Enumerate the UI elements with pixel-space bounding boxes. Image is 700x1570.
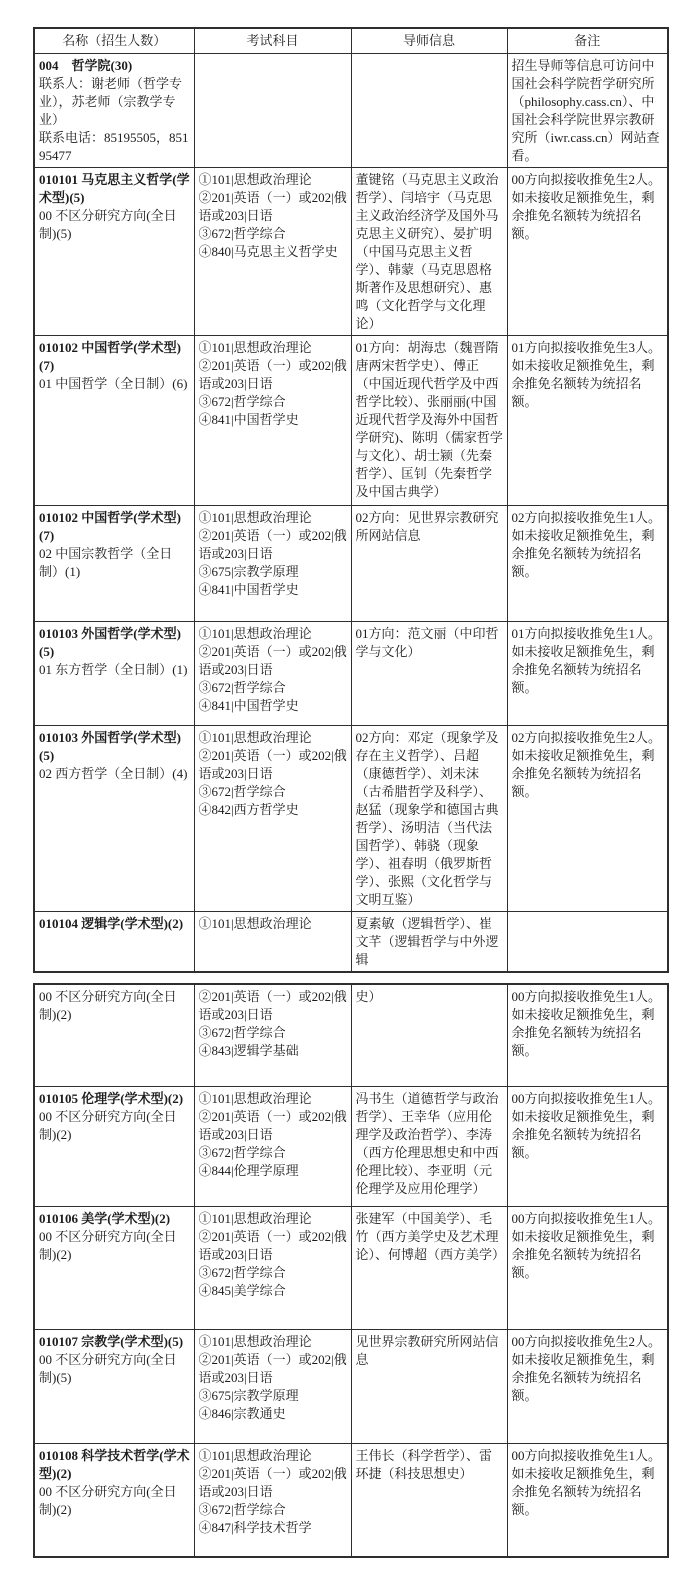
exam-subjects-cell bbox=[194, 53, 351, 167]
program-direction-lines: 00 不区分研究方向(全日制)(5) bbox=[39, 207, 177, 241]
notes-cell: 01方向拟接收推免生3人。如未接收足额推免生，剩余推免名额转为统招名额。 bbox=[507, 335, 668, 505]
column-header-remarks: 备注 bbox=[507, 28, 668, 53]
advisor-info-cell: 02方向：邓定（现象学及存在主义哲学）、吕超（康德哲学）、刘未沫（古希腊哲学及科学）、赵猛（现象学和德国古典哲学）、汤明洁（当代法国哲学）、韩骁（现象学）、祖春明（俄罗斯哲学）、张熙（文化哲学与文明互鉴） bbox=[351, 725, 507, 911]
column-header-advisor-info: 导师信息 bbox=[351, 28, 507, 53]
advisor-info-cell: 01方向：胡海忠（魏晋隋唐两宋哲学史）、傅正（中国近现代哲学及中西哲学比较）、张丽丽(中国近现代哲学及海外中国哲学研究)、陈明（儒家哲学与文化）、胡士颍（先秦哲学）、匡钊（先秦哲学及中国古典学） bbox=[351, 335, 507, 505]
subject-list: ①101|思想政治理论 ②201|英语（一）或202|俄语或203|日语 ③675|宗教学原理 ④846|宗教通史 bbox=[198, 1334, 347, 1421]
table-row bbox=[34, 1087, 668, 1207]
notes-cell: 00方向拟接收推免生2人。如未接收足额推免生，剩余推免名额转为统招名额。 bbox=[507, 1330, 668, 1444]
subject-list: ②201|英语（一）或202|俄语或203|日语 ③672|哲学综合 ④843|逻辑学基础 bbox=[198, 988, 347, 1058]
notes-cell: 00方向拟接收推免生2人。如未接收足额推免生，剩余推免名额转为统招名额。 bbox=[507, 167, 668, 335]
table-row bbox=[34, 505, 668, 621]
document-page bbox=[0, 27, 700, 1570]
advisor-info-cell: 冯书生（道德哲学与政治哲学）、王幸华（应用伦理学及政治哲学）、李涛（西方伦理思想史和中西伦理比较）、李亚明（元伦理学及应用伦理学） bbox=[351, 1087, 507, 1207]
exam-subjects-cell bbox=[194, 1444, 351, 1557]
program-direction-lines: 00 不区分研究方向(全日制)(2) bbox=[39, 988, 177, 1022]
program-name-cell bbox=[34, 1087, 194, 1207]
exam-subjects-cell bbox=[194, 911, 351, 972]
exam-subjects-cell bbox=[194, 1087, 351, 1207]
subject-list: ①101|思想政治理论 ②201|英语（一）或202|俄语或203|日语 ③675|宗教学原理 ④841|中国哲学史 bbox=[198, 509, 347, 597]
advisor-info-cell: 02方向：见世界宗教研究所网站信息 bbox=[351, 505, 507, 621]
program-direction-lines: 00 不区分研究方向(全日制)(2) bbox=[39, 1484, 177, 1517]
exam-subjects-cell bbox=[194, 621, 351, 725]
subject-list: ①101|思想政治理论 ②201|英语（一）或202|俄语或203|日语 ③672|哲学综合 ④840|马克思主义哲学史 bbox=[198, 171, 347, 259]
program-name-cell bbox=[34, 1330, 194, 1444]
program-direction-lines: 02 西方哲学（全日制）(4) bbox=[39, 765, 188, 781]
advisor-info-cell: 01方向：范文丽（中印哲学与文化） bbox=[351, 621, 507, 725]
program-name-cell bbox=[34, 1207, 194, 1330]
column-header-exam-subjects: 考试科目 bbox=[194, 28, 351, 53]
program-title: 010101 马克思主义哲学(学术型)(5) bbox=[39, 171, 190, 205]
table-row bbox=[34, 1444, 668, 1557]
program-direction-lines: 00 不区分研究方向(全日制)(2) bbox=[39, 1229, 177, 1262]
advisor-info-cell: 董键铭（马克思主义政治哲学）、闫培宇（马克思主义政治经济学及国外马克思主义研究）、晏扩明（中国马克思主义哲学）、韩蒙（马克思恩格斯著作及思想研究）、惠鸣（文化哲学与文化理论） bbox=[351, 167, 507, 335]
program-title: 010103 外国哲学(学术型)(5) bbox=[39, 625, 181, 659]
program-title: 010108 科学技术哲学(学术型)(2) bbox=[39, 1448, 190, 1481]
program-direction-lines: 01 东方哲学（全日制）(1) bbox=[39, 661, 188, 677]
subject-list: ①101|思想政治理论 ②201|英语（一）或202|俄语或203|日语 ③672|哲学综合 ④841|中国哲学史 bbox=[198, 625, 347, 713]
program-name-cell bbox=[34, 335, 194, 505]
program-name-cell bbox=[34, 725, 194, 911]
admissions-table-segment-1 bbox=[33, 27, 669, 973]
subject-list: ①101|思想政治理论 ②201|英语（一）或202|俄语或203|日语 ③672|哲学综合 ④842|西方哲学史 bbox=[198, 729, 347, 817]
exam-subjects-cell bbox=[194, 1330, 351, 1444]
advisor-info-cell bbox=[351, 53, 507, 167]
table-row bbox=[34, 1330, 668, 1444]
table-row bbox=[34, 53, 668, 167]
subject-list: ①101|思想政治理论 bbox=[198, 915, 312, 931]
notes-cell: 02方向拟接收推免生2人。如未接收足额推免生，剩余推免名额转为统招名额。 bbox=[507, 725, 668, 911]
program-name-cell bbox=[34, 1444, 194, 1557]
notes-cell: 02方向拟接收推免生1人。如未接收足额推免生，剩余推免名额转为统招名额。 bbox=[507, 505, 668, 621]
program-title: 004 哲学院(30) bbox=[39, 57, 133, 73]
program-title: 010103 外国哲学(学术型)(5) bbox=[39, 729, 181, 763]
program-title: 010105 伦理学(学术型)(2) bbox=[39, 1091, 184, 1106]
program-title: 010104 逻辑学(学术型)(2) bbox=[39, 915, 184, 931]
table-row bbox=[34, 621, 668, 725]
advisor-info-cell: 王伟长（科学哲学）、雷环捷（科技思想史） bbox=[351, 1444, 507, 1557]
notes-cell: 01方向拟接收推免生1人。如未接收足额推免生，剩余推免名额转为统招名额。 bbox=[507, 621, 668, 725]
program-name-cell bbox=[34, 621, 194, 725]
notes-cell: 招生导师等信息可访问中国社会科学院哲学研究所（philosophy.cass.cn）、中国社会科学院世界宗教研究所（iwr.cass.cn）网站查看。 bbox=[507, 53, 668, 167]
table-row bbox=[34, 984, 668, 1087]
advisor-info-cell: 夏素敏（逻辑哲学）、崔文芊（逻辑哲学与中外逻辑 bbox=[351, 911, 507, 972]
program-direction-lines: 01 中国哲学（全日制）(6) bbox=[39, 375, 188, 391]
table-row bbox=[34, 725, 668, 911]
advisor-info-cell: 见世界宗教研究所网站信息 bbox=[351, 1330, 507, 1444]
exam-subjects-cell bbox=[194, 335, 351, 505]
notes-cell bbox=[507, 911, 668, 972]
exam-subjects-cell bbox=[194, 167, 351, 335]
subject-list: ①101|思想政治理论 ②201|英语（一）或202|俄语或203|日语 ③672|哲学综合 ④844|伦理学原理 bbox=[198, 1091, 347, 1178]
table-row bbox=[34, 167, 668, 335]
exam-subjects-cell bbox=[194, 725, 351, 911]
subject-list: ①101|思想政治理论 ②201|英语（一）或202|俄语或203|日语 ③672|哲学综合 ④841|中国哲学史 bbox=[198, 339, 347, 427]
notes-cell: 00方向拟接收推免生1人。如未接收足额推免生，剩余推免名额转为统招名额。 bbox=[507, 1207, 668, 1330]
notes-cell: 00方向拟接收推免生1人。如未接收足额推免生，剩余推免名额转为统招名额。 bbox=[507, 1087, 668, 1207]
exam-subjects-cell bbox=[194, 1207, 351, 1330]
exam-subjects-cell bbox=[194, 505, 351, 621]
program-direction-lines: 00 不区分研究方向(全日制)(5) bbox=[39, 1352, 177, 1385]
table-row bbox=[34, 335, 668, 505]
program-name-cell bbox=[34, 53, 194, 167]
program-name-cell bbox=[34, 984, 194, 1087]
program-title: 010107 宗教学(学术型)(5) bbox=[39, 1334, 184, 1349]
admissions-table-segment-2 bbox=[33, 983, 669, 1558]
program-name-cell bbox=[34, 505, 194, 621]
program-title: 010102 中国哲学(学术型)(7) bbox=[39, 339, 181, 373]
advisor-info-cell: 张建军（中国美学）、毛竹（西方美学史及艺术理论）、何博超（西方美学） bbox=[351, 1207, 507, 1330]
program-name-cell bbox=[34, 167, 194, 335]
program-contact-lines: 联系人：谢老师（哲学专业），苏老师（宗教学专业） 联系电话：85195505，85195477 bbox=[39, 75, 189, 163]
table-row bbox=[34, 911, 668, 972]
table-header-row bbox=[34, 28, 668, 53]
exam-subjects-cell bbox=[194, 984, 351, 1087]
notes-cell: 00方向拟接收推免生1人。如未接收足额推免生，剩余推免名额转为统招名额。 bbox=[507, 1444, 668, 1557]
subject-list: ①101|思想政治理论 ②201|英语（一）或202|俄语或203|日语 ③672|哲学综合 ④845|美学综合 bbox=[198, 1211, 347, 1298]
program-direction-lines: 00 不区分研究方向(全日制)(2) bbox=[39, 1109, 177, 1142]
program-direction-lines: 02 中国宗教哲学（全日制）(1) bbox=[39, 545, 173, 579]
program-title: 010106 美学(学术型)(2) bbox=[39, 1211, 171, 1226]
program-title: 010102 中国哲学(学术型)(7) bbox=[39, 509, 181, 543]
program-name-cell bbox=[34, 911, 194, 972]
table-row bbox=[34, 1207, 668, 1330]
advisor-info-cell: 史） bbox=[351, 984, 507, 1087]
notes-cell: 00方向拟接收推免生1人。如未接收足额推免生，剩余推免名额转为统招名额。 bbox=[507, 984, 668, 1087]
subject-list: ①101|思想政治理论 ②201|英语（一）或202|俄语或203|日语 ③672|哲学综合 ④847|科学技术哲学 bbox=[198, 1448, 347, 1535]
column-header-name-enrollment: 名称（招生人数） bbox=[34, 28, 194, 53]
